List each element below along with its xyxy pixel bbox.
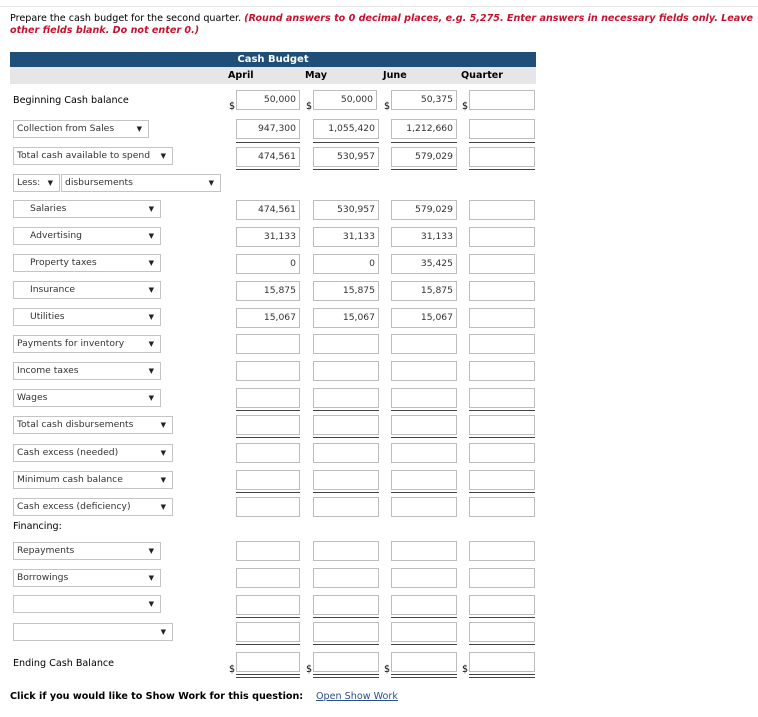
sum-rule [469, 492, 535, 493]
repayments-select-label: Repayments [17, 545, 75, 556]
income-taxes-quarter-input[interactable] [469, 361, 535, 381]
minimum-cash-select-label: Minimum cash balance [17, 474, 123, 485]
beginning-quarter-input[interactable] [469, 90, 535, 110]
income-taxes-may-input[interactable] [313, 361, 379, 381]
salaries-quarter-input[interactable] [469, 200, 535, 220]
dropdown-arrow-icon: ▼ [148, 232, 154, 240]
borrowings-may-input[interactable] [313, 568, 379, 588]
ending-cash-label: Ending Cash Balance [13, 658, 115, 669]
sum-rule [236, 617, 300, 618]
income-taxes-april-input[interactable] [236, 361, 300, 381]
payments-inventory-quarter-input[interactable] [469, 334, 535, 354]
double-rule [236, 674, 300, 675]
column-header-april: April [228, 70, 254, 81]
dropdown-arrow-icon: ▼ [160, 449, 166, 457]
minimum-cash-may-input[interactable] [313, 470, 379, 490]
income-taxes-select[interactable] [13, 362, 161, 380]
disbursements-select-label: disbursements [65, 177, 133, 188]
cash-excess-needed-select-label: Cash excess (needed) [17, 447, 119, 458]
cash-excess-needed-june-input[interactable] [391, 443, 457, 463]
dropdown-arrow-icon: ▼ [160, 421, 166, 429]
payments-inventory-june-input[interactable] [391, 334, 457, 354]
borrowings-select-label: Borrowings [17, 572, 69, 583]
instructions [10, 13, 755, 37]
property-taxes-select[interactable] [13, 254, 161, 272]
salaries-select[interactable] [13, 200, 161, 218]
sum-rule [313, 169, 379, 170]
dropdown-arrow-icon: ▼ [148, 259, 154, 267]
salaries-select-label: Salaries [30, 203, 67, 214]
utilities-select[interactable] [13, 308, 161, 326]
financing-total-select[interactable] [13, 623, 173, 641]
payments-inventory-may-input[interactable] [313, 334, 379, 354]
insurance-june-input[interactable]: 15,875 [391, 281, 457, 301]
column-header-june: June [383, 70, 407, 81]
open-show-work-link[interactable]: Open Show Work [316, 691, 398, 702]
financing-total-june-input[interactable] [391, 622, 457, 642]
collection-quarter-input[interactable] [469, 119, 535, 139]
sum-rule [391, 644, 457, 645]
utilities-select-label: Utilities [30, 311, 65, 322]
wages-may-input[interactable] [313, 388, 379, 408]
dropdown-arrow-icon: ▼ [148, 574, 154, 582]
sum-rule [391, 169, 457, 170]
advertising-select-label: Advertising [30, 230, 82, 241]
utilities-june-input[interactable]: 15,067 [391, 308, 457, 328]
utilities-quarter-input[interactable] [469, 308, 535, 328]
double-rule [236, 677, 300, 678]
salaries-june-input[interactable]: 579,029 [391, 200, 457, 220]
total-disbursements-select-label: Total cash disbursements [17, 419, 134, 430]
collection-may-input[interactable]: 1,055,420 [313, 119, 379, 139]
total-disbursements-quarter-input[interactable] [469, 415, 535, 435]
collection-select[interactable] [13, 120, 149, 138]
cash-excess-needed-april-input[interactable] [236, 443, 300, 463]
dropdown-arrow-icon: ▼ [208, 179, 214, 187]
dropdown-arrow-icon: ▼ [160, 476, 166, 484]
sum-rule [391, 142, 457, 143]
advertising-june-input[interactable]: 31,133 [391, 227, 457, 247]
sum-rule [313, 142, 379, 143]
repayments-june-input[interactable] [391, 541, 457, 561]
double-rule [391, 674, 457, 675]
ending-june-input[interactable] [391, 652, 457, 672]
advertising-quarter-input[interactable] [469, 227, 535, 247]
property-taxes-quarter-input[interactable] [469, 254, 535, 274]
less-select[interactable] [13, 174, 60, 192]
double-rule [469, 677, 535, 678]
income-taxes-june-input[interactable] [391, 361, 457, 381]
collection-april-input[interactable]: 947,300 [236, 119, 300, 139]
total-available-select-label: Total cash available to spend [17, 150, 151, 161]
borrowings-quarter-input[interactable] [469, 568, 535, 588]
sum-rule [469, 142, 535, 143]
collection-select-label: Collection from Sales [17, 123, 115, 134]
wages-quarter-input[interactable] [469, 388, 535, 408]
dropdown-arrow-icon: ▼ [136, 125, 142, 133]
utilities-may-input[interactable]: 15,067 [313, 308, 379, 328]
cash-excess-deficiency-may-input[interactable] [313, 497, 379, 517]
financing-blank-select[interactable] [13, 595, 161, 613]
salaries-april-input[interactable]: 474,561 [236, 200, 300, 220]
advertising-april-input[interactable]: 31,133 [236, 227, 300, 247]
financing-total-april-input[interactable] [236, 622, 300, 642]
sum-rule [469, 437, 535, 438]
financing-total-quarter-input[interactable] [469, 622, 535, 642]
financing-blank-april-input[interactable] [236, 595, 300, 615]
dropdown-arrow-icon: ▼ [148, 367, 154, 375]
cash-excess-deficiency-select-label: Cash excess (deficiency) [17, 501, 131, 512]
sum-rule [469, 617, 535, 618]
dropdown-arrow-icon: ▼ [148, 600, 154, 608]
total-disbursements-april-input[interactable] [236, 415, 300, 435]
dropdown-arrow-icon: ▼ [148, 205, 154, 213]
dollar-sign: $ [229, 664, 236, 675]
dollar-sign: $ [462, 664, 469, 675]
ending-quarter-input[interactable] [469, 652, 535, 672]
total-available-quarter-input[interactable] [469, 147, 535, 167]
collection-june-input[interactable]: 1,212,660 [391, 119, 457, 139]
total-available-june-input[interactable]: 579,029 [391, 147, 457, 167]
dropdown-arrow-icon: ▼ [148, 547, 154, 555]
insurance-select-label: Insurance [30, 284, 76, 295]
repayments-may-input[interactable] [313, 541, 379, 561]
advertising-select[interactable] [13, 227, 161, 245]
ending-may-input[interactable] [313, 652, 379, 672]
beginning-may-input[interactable]: 50,000 [313, 90, 377, 110]
utilities-april-input[interactable]: 15,067 [236, 308, 300, 328]
property-taxes-april-input[interactable]: 0 [236, 254, 300, 274]
total-disbursements-june-input[interactable] [391, 415, 457, 435]
sum-rule [391, 492, 457, 493]
sum-rule [469, 410, 535, 411]
beginning-june-input[interactable]: 50,375 [391, 90, 457, 110]
insurance-april-input[interactable]: 15,875 [236, 281, 300, 301]
total-available-april-input[interactable]: 474,561 [236, 147, 300, 167]
column-header-quarter: Quarter [461, 70, 504, 81]
cash-excess-deficiency-april-input[interactable] [236, 497, 300, 517]
sum-rule [313, 644, 379, 645]
cash-excess-deficiency-quarter-input[interactable] [469, 497, 535, 517]
payments-inventory-select[interactable] [13, 335, 161, 353]
cash-excess-needed-quarter-input[interactable] [469, 443, 535, 463]
financing-total-may-input[interactable] [313, 622, 379, 642]
beginning-cash-label: Beginning Cash balance [13, 95, 129, 106]
disbursements-select[interactable] [61, 174, 221, 192]
dollar-sign: $ [306, 664, 313, 675]
dollar-sign: $ [462, 101, 469, 112]
total-available-select[interactable] [13, 147, 173, 165]
financing-blank-june-input[interactable] [391, 595, 457, 615]
total-disbursements-may-input[interactable] [313, 415, 379, 435]
wages-june-input[interactable] [391, 388, 457, 408]
minimum-cash-june-input[interactable] [391, 470, 457, 490]
column-header-row [10, 67, 536, 84]
borrowings-june-input[interactable] [391, 568, 457, 588]
sum-rule [313, 437, 379, 438]
less-select-label: Less: [17, 177, 41, 188]
sum-rule [236, 169, 300, 170]
sum-rule [236, 142, 300, 143]
wages-april-input[interactable] [236, 388, 300, 408]
sum-rule [236, 410, 300, 411]
sum-rule [313, 410, 379, 411]
cash-excess-needed-select[interactable] [13, 444, 173, 462]
show-work-prompt: Click if you would like to Show Work for this question: [10, 691, 304, 702]
wages-select[interactable] [13, 389, 161, 407]
wages-select-label: Wages [17, 392, 48, 403]
column-header-may: May [305, 70, 327, 81]
insurance-may-input[interactable]: 15,875 [313, 281, 379, 301]
double-rule [313, 674, 379, 675]
dropdown-arrow-icon: ▼ [160, 152, 166, 160]
insurance-quarter-input[interactable] [469, 281, 535, 301]
cash-excess-needed-may-input[interactable] [313, 443, 379, 463]
financing-blank-may-input[interactable] [313, 595, 379, 615]
instructions-text: Prepare the cash budget for the second quarter. [10, 13, 245, 24]
sum-rule [391, 437, 457, 438]
repayments-quarter-input[interactable] [469, 541, 535, 561]
dollar-sign: $ [229, 101, 236, 112]
dollar-sign: $ [384, 101, 391, 112]
dropdown-arrow-icon: ▼ [47, 179, 53, 187]
sum-rule [469, 644, 535, 645]
dropdown-arrow-icon: ▼ [160, 503, 166, 511]
total-available-may-input[interactable]: 530,957 [313, 147, 379, 167]
minimum-cash-april-input[interactable] [236, 470, 300, 490]
total-disbursements-select[interactable] [13, 416, 173, 434]
sum-rule [236, 644, 300, 645]
cash-excess-deficiency-june-input[interactable] [391, 497, 457, 517]
income-taxes-select-label: Income taxes [17, 365, 79, 376]
double-rule [313, 677, 379, 678]
property-taxes-may-input[interactable]: 0 [313, 254, 379, 274]
cash-excess-deficiency-select[interactable] [13, 498, 173, 516]
sum-rule [391, 617, 457, 618]
property-taxes-select-label: Property taxes [30, 257, 97, 268]
repayments-select[interactable] [13, 542, 161, 560]
property-taxes-june-input[interactable]: 35,425 [391, 254, 457, 274]
dropdown-arrow-icon: ▼ [148, 394, 154, 402]
financing-label: Financing: [13, 521, 62, 532]
double-rule [469, 674, 535, 675]
borrowings-april-input[interactable] [236, 568, 300, 588]
dropdown-arrow-icon: ▼ [148, 313, 154, 321]
top-divider [0, 6, 758, 7]
payments-inventory-april-input[interactable] [236, 334, 300, 354]
dropdown-arrow-icon: ▼ [148, 340, 154, 348]
insurance-select[interactable] [13, 281, 161, 299]
dollar-sign: $ [384, 664, 391, 675]
sum-rule [391, 410, 457, 411]
payments-inventory-select-label: Payments for inventory [17, 338, 125, 349]
sum-rule [469, 169, 535, 170]
sum-rule [313, 617, 379, 618]
sum-rule [236, 492, 300, 493]
double-rule [391, 677, 457, 678]
beginning-april-input[interactable]: 50,000 [236, 90, 300, 110]
sum-rule [313, 492, 379, 493]
borrowings-select[interactable] [13, 569, 161, 587]
minimum-cash-select[interactable] [13, 471, 173, 489]
ending-april-input[interactable] [236, 652, 300, 672]
dropdown-arrow-icon: ▼ [148, 286, 154, 294]
dropdown-arrow-icon: ▼ [160, 628, 166, 636]
cash-budget-title: Cash Budget [10, 52, 536, 67]
minimum-cash-quarter-input[interactable] [469, 470, 535, 490]
instructions-emphasis: (Round answers to 0 decimal places, e.g. 5,275. Enter answers in necessary fields only. Leave other fields blank. Do not enter 0.) [10, 13, 754, 36]
salaries-may-input[interactable]: 530,957 [313, 200, 379, 220]
advertising-may-input[interactable]: 31,133 [313, 227, 379, 247]
dollar-sign: $ [306, 101, 313, 112]
repayments-april-input[interactable] [236, 541, 300, 561]
financing-blank-quarter-input[interactable] [469, 595, 535, 615]
sum-rule [236, 437, 300, 438]
